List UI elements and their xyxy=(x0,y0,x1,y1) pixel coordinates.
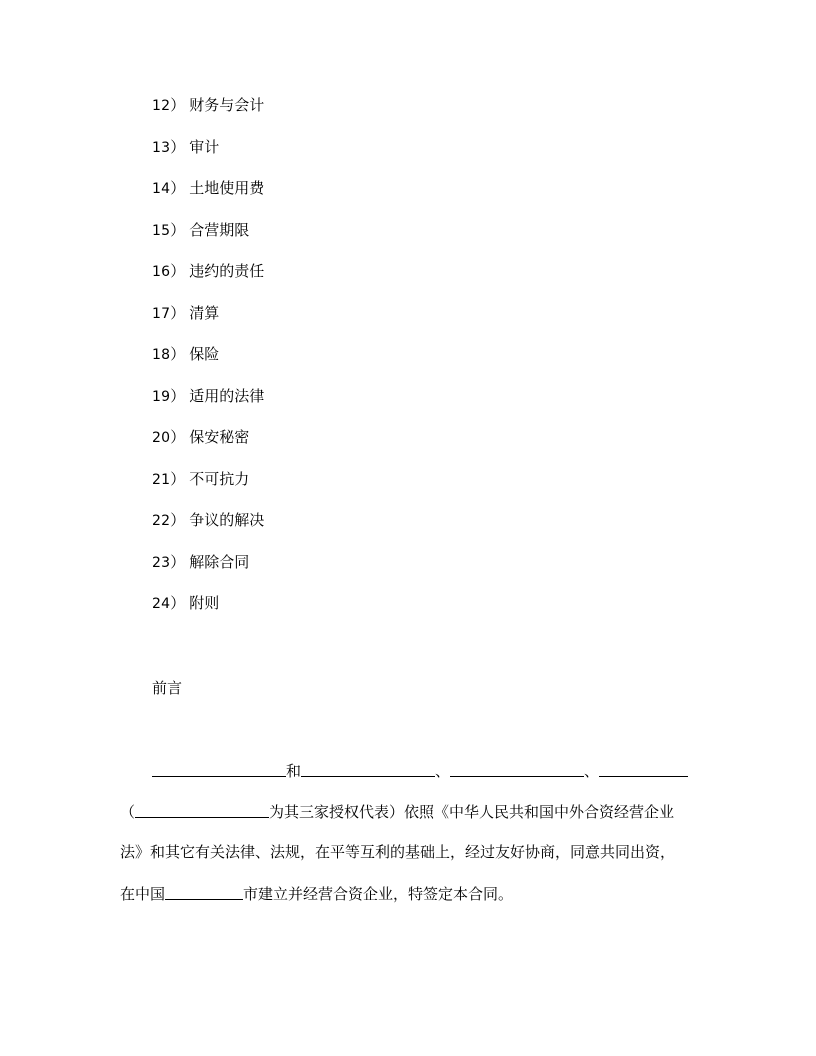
toc-item xyxy=(152,426,264,468)
toc-number: 19 xyxy=(152,388,171,405)
toc-item xyxy=(152,219,264,261)
toc-item xyxy=(152,94,264,136)
preface-text: 为其三家授权代表）依照《中华人民共和国中外合资经营企业 xyxy=(269,803,675,821)
toc-title: 财务与会计 xyxy=(189,96,265,114)
toc-paren: ） xyxy=(170,469,186,488)
toc-paren: ） xyxy=(170,262,186,280)
separator: 、 xyxy=(435,762,451,780)
toc-number: 18 xyxy=(152,347,171,363)
toc-paren: ） xyxy=(170,345,186,363)
toc-title: 适用的法律 xyxy=(189,386,265,405)
toc-title: 合营期限 xyxy=(189,220,250,239)
toc-paren: ） xyxy=(170,179,186,197)
city-blank[interactable] xyxy=(165,881,243,900)
toc-number: 12 xyxy=(152,98,171,114)
toc-item xyxy=(152,592,264,634)
toc-title: 解除合同 xyxy=(189,552,250,571)
toc-number: 20 xyxy=(152,430,171,446)
preface-line-1 xyxy=(120,758,700,799)
party-a-blank[interactable] xyxy=(152,758,286,777)
preface-text: 市建立并经营合资企业，特签定本合同。 xyxy=(243,885,514,903)
toc-number: 21 xyxy=(152,471,171,488)
toc-item xyxy=(152,177,264,219)
table-of-contents xyxy=(152,94,264,634)
toc-number: 16 xyxy=(152,264,171,280)
toc-paren: ） xyxy=(170,428,186,446)
toc-item xyxy=(152,385,264,427)
toc-title: 争议的解决 xyxy=(189,511,265,529)
toc-paren: ） xyxy=(170,552,186,571)
toc-item xyxy=(152,468,264,510)
toc-item xyxy=(152,509,264,551)
preface-text: 法》和其它有关法律、法规，在平等互利的基础上，经过友好协商，同意共同出资， xyxy=(120,843,676,861)
toc-paren: ） xyxy=(170,594,186,612)
toc-paren: ） xyxy=(170,220,186,239)
toc-item xyxy=(152,136,264,178)
toc-paren: ） xyxy=(170,386,186,405)
toc-number: 23 xyxy=(152,554,171,571)
toc-title: 土地使用费 xyxy=(189,179,265,197)
party-b-blank[interactable] xyxy=(301,758,435,777)
toc-number: 24 xyxy=(152,596,171,612)
toc-item xyxy=(152,551,264,593)
preface-paragraph xyxy=(120,758,700,922)
representative-blank[interactable] xyxy=(135,799,269,818)
party-d-blank[interactable] xyxy=(599,758,688,777)
preface-text: 在中国 xyxy=(120,885,166,903)
toc-title: 清算 xyxy=(189,303,220,322)
toc-item xyxy=(152,302,264,344)
toc-paren: ） xyxy=(170,96,186,114)
toc-paren: ） xyxy=(170,511,186,529)
preface-heading: 前言 xyxy=(152,679,183,697)
toc-number: 14 xyxy=(152,181,171,197)
toc-title: 审计 xyxy=(189,137,220,156)
toc-title: 违约的责任 xyxy=(189,262,265,280)
toc-title: 附则 xyxy=(189,594,220,612)
toc-number: 17 xyxy=(152,305,171,322)
preface-line-3 xyxy=(120,840,700,881)
separator: 、 xyxy=(584,762,600,780)
toc-paren: ） xyxy=(170,137,186,156)
toc-title: 保安秘密 xyxy=(189,428,250,446)
and-text: 和 xyxy=(286,762,302,780)
preface-line-4 xyxy=(120,881,700,922)
toc-paren: ） xyxy=(170,303,186,322)
preface-line-2 xyxy=(120,799,700,840)
open-paren: （ xyxy=(120,803,136,821)
toc-number: 13 xyxy=(152,139,171,156)
toc-number: 22 xyxy=(152,513,171,529)
toc-item xyxy=(152,343,264,385)
toc-item xyxy=(152,260,264,302)
toc-number: 15 xyxy=(152,222,171,239)
toc-title: 保险 xyxy=(189,345,220,363)
toc-title: 不可抗力 xyxy=(189,469,250,488)
party-c-blank[interactable] xyxy=(450,758,584,777)
